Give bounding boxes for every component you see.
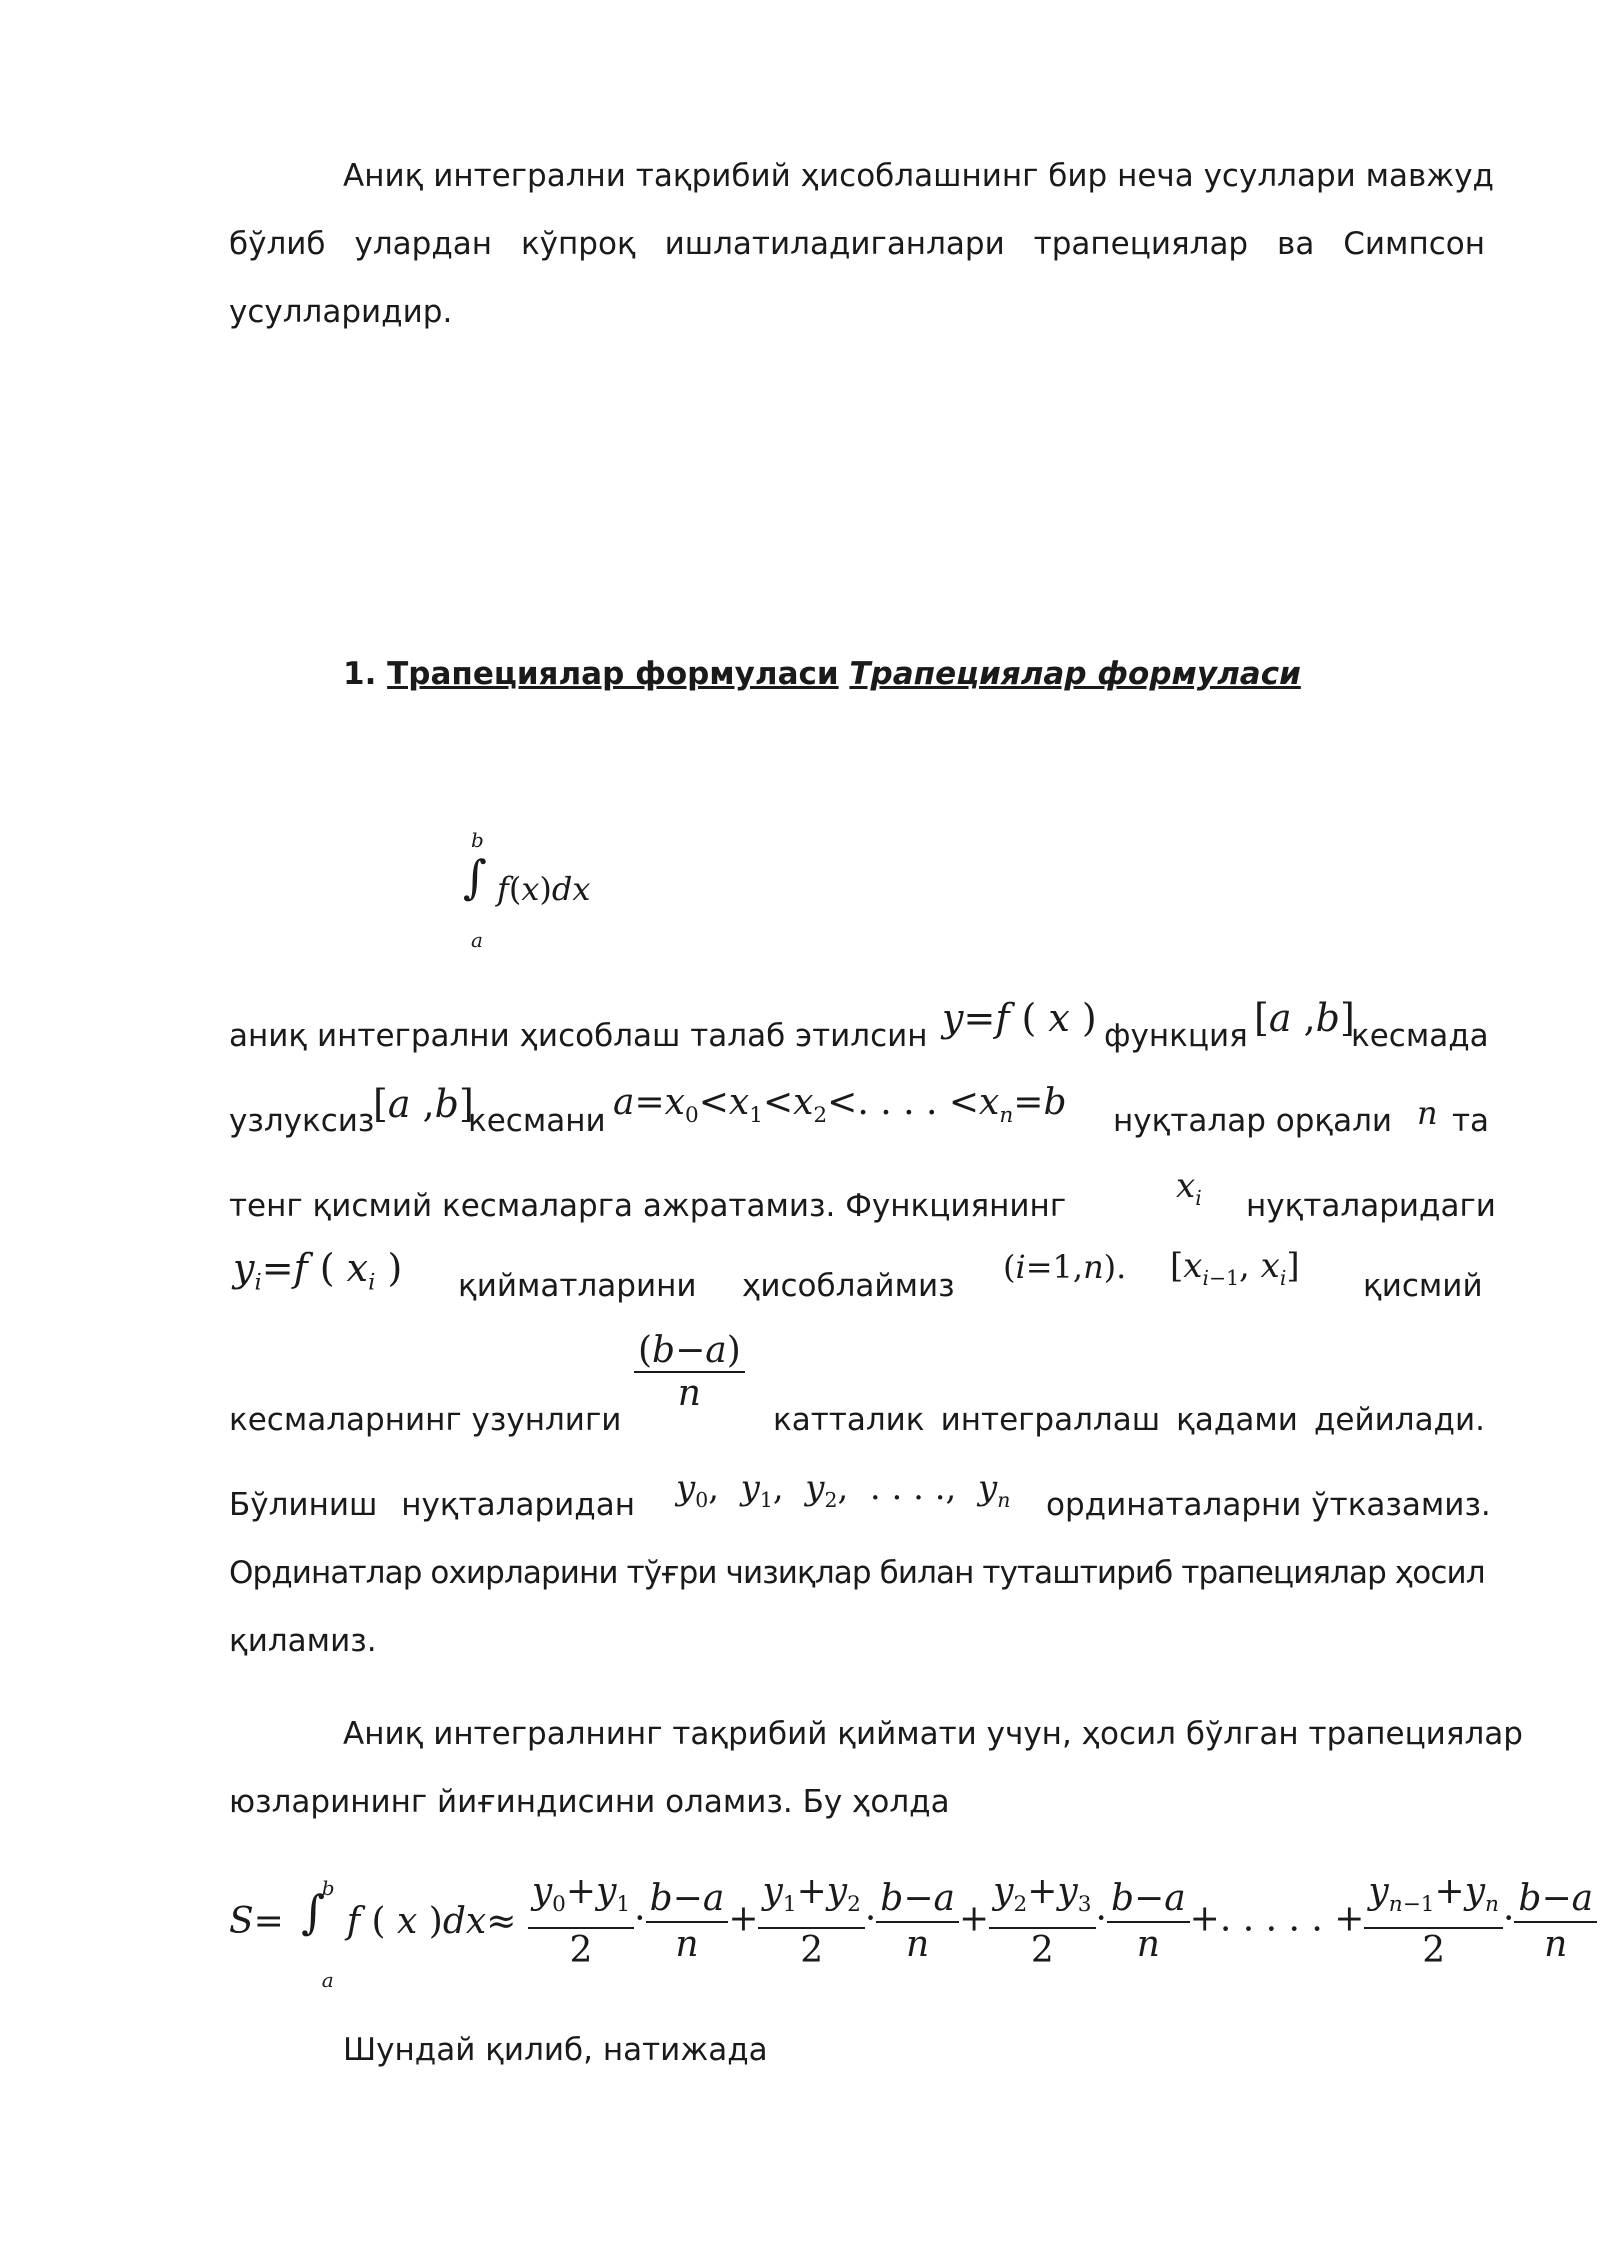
step-fraction: $\frac{(b-a)}{n}$	[634, 1330, 745, 1414]
interval-ab-1: [a ,b]	[1254, 996, 1355, 1040]
body-l5-b: катталик интеграллаш қадами дейилади.	[773, 1402, 1485, 1438]
intro-line-1: Аниқ интегрални тақрибий ҳисоблашнинг бир неча усуллари мавжуд	[343, 158, 1494, 194]
body-l8: қиламиз.	[229, 1623, 377, 1659]
body-l2-d: та	[1452, 1103, 1490, 1139]
trapezoid-sum-formula: S= b ∫ a f ( x )dx≈ $\frac{y_0+y_1}{2}$ · $\frac{b-a}{n}$ + $\frac{y_1+y_2}{2}$ · $\frac{b-a}{n}$ + $\frac{y_2+y_3}{2}$ · $\frac{b-a}{n}$ +. . . . . + $\frac{y_{n-1}+y_n}{2}$ · $\frac{b-a}{n}$	[229, 1870, 1597, 1973]
intro-line-3: усулларидир.	[229, 294, 453, 330]
body-l3-b: нуқталаридаги	[1246, 1188, 1496, 1224]
index-range: (i=1,n).	[1003, 1248, 1127, 1286]
body-l1-a: аниқ интегрални ҳисоблаш талаб этилсин	[229, 1018, 928, 1054]
body-l6-a: Бўлиниш нуқталаридан	[229, 1487, 635, 1523]
body-l11: Шундай қилиб, натижада	[343, 2032, 768, 2068]
eq-y-fx: y=f ( x )	[942, 996, 1097, 1040]
body-l10: юзларининг йиғиндисини оламиз. Бу ҳолда	[229, 1784, 950, 1820]
body-l4-b: ҳисоблаймиз	[742, 1268, 955, 1304]
partition-points: $a=x_0<x_1<x_2<$. . . . $<x_n=b$	[613, 1082, 1067, 1129]
var-n-1: n	[1417, 1094, 1438, 1132]
body-l6-b: ординаталарни ўтказамиз.	[1046, 1487, 1491, 1523]
section-heading	[343, 656, 1301, 692]
var-xi: $x_i$	[1176, 1166, 1202, 1210]
body-l2-a: узлуксиз	[229, 1103, 375, 1139]
interval-ab-2: [a ,b]	[373, 1082, 474, 1126]
heading-title: Трапециялар формуласи	[387, 656, 839, 692]
intro-line-2: бўлиб улардан кўпроқ ишлатиладиганлари трапециялар ва Симпсон	[229, 226, 1485, 262]
body-l5-a: кесмаларнинг узунлиги	[229, 1402, 622, 1438]
body-l2-c: нуқталар орқали	[1113, 1103, 1393, 1139]
eq-yi-fxi: $y_i=f$ ( $x_i$ )	[233, 1246, 403, 1296]
body-l4-c: қисмий	[1363, 1268, 1483, 1304]
body-l9: Аниқ интегралнинг тақрибий қиймати учун, ҳосил бўлган трапециялар	[343, 1716, 1523, 1752]
body-l4-a: қийматларини	[458, 1268, 697, 1304]
body-l1-b: функция	[1104, 1018, 1248, 1054]
ordinates-list: $y_0$, $y_1$, $y_2$, . . . ., $y_n$	[676, 1468, 1011, 1512]
subinterval: [$x_{i-1}$, $x_i$]	[1170, 1246, 1300, 1290]
heading-title-italic: Трапециялар формуласи	[849, 656, 1301, 692]
body-l2-b: кесмани	[468, 1103, 606, 1139]
heading-number: 1.	[343, 656, 377, 692]
body-l1-c: кесмада	[1351, 1018, 1489, 1054]
body-l3-a: тенг қисмий кесмаларга ажратамиз. Функциянинг	[229, 1188, 1067, 1224]
body-l7: Ординатлар охирларини тўғри чизиқлар билан туташтириб трапециялар ҳосил	[229, 1555, 1485, 1591]
